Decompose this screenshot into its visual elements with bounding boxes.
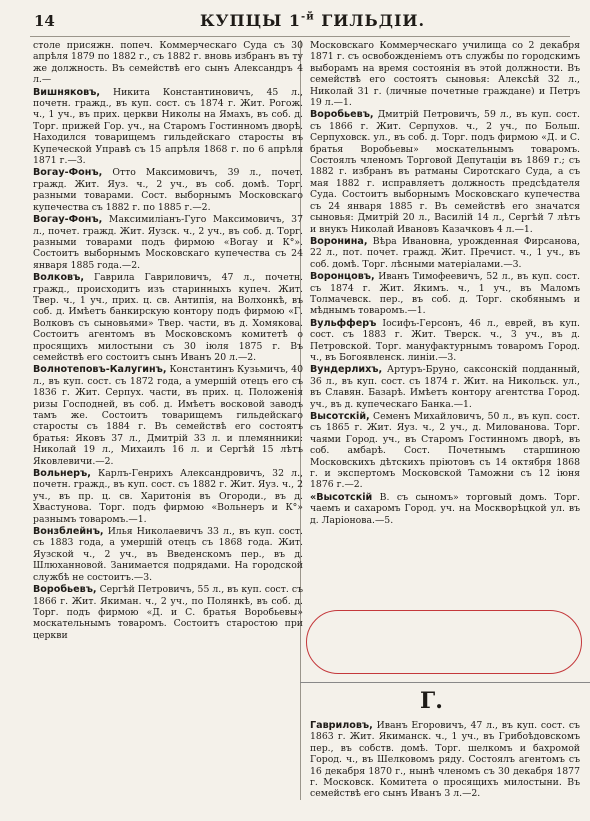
page-number: 14 bbox=[34, 12, 55, 30]
page-title: КУПЦЫ $1^{-й}$ ГИЛЬДІИ. bbox=[200, 11, 426, 30]
entry-text: Дмитрій Петровичъ, 59 л., въ куп. сост. съ 1866 г. Жит. Серпухов. ч., 2 уч., по Больш. Серпуховск. ул., въ соб. д. Торг. подъ фирмою «Д. и С. братья Воробьевы» москательнымъ товаромъ. Состоялъ членомъ Торговой Депутаціи въ 1869 г.; съ 1882 г. избранъ въ ратманы Сиротскаго Суда, а съ мая 1882 г. исправляетъ должность предсѣдателя Суда. Состоитъ выборнымъ Московскаго купечества съ 24 января 1885 г. Въ семействѣ его значатся сыновья: Дмитрій 20 л., Василій 14 л., Сергѣй 7 лѣтъ и внукъ Николай Ивановъ Казачковъ 4 л.—1. bbox=[310, 109, 580, 235]
directory-entry bbox=[310, 411, 580, 491]
entry-text: Отто Максимовичъ, 39 л., почет. гражд. Жит. Яуз. ч., 2 уч., въ соб. домѣ. Торг. разными товарами. Сост. выборнымъ Московскаго купечества съ 1882 г. по 1885 г.—2. bbox=[33, 167, 303, 213]
entry-text: Артуръ-Бруно, саксонскій подданный, 36 л., въ куп. сост. съ 1874 г. Жит. на Никольск. ул., въ Славян. Базарѣ. Имѣетъ контору агентства Город. уч., въ д. купеческаго Банка.—1. bbox=[310, 364, 580, 410]
directory-entry bbox=[310, 236, 580, 270]
entry-surname: Воробьевъ, bbox=[33, 584, 97, 596]
directory-entry bbox=[310, 109, 580, 234]
entry-text: В. съ сыномъ» торговый домъ. Торг. чаемъ и сахаромъ Город. уч. на Москворѣцкой ул. въ д. Ларіонова.—5. bbox=[310, 491, 580, 526]
right-column bbox=[310, 40, 580, 527]
directory-entry bbox=[310, 318, 580, 364]
directory-entry bbox=[310, 40, 580, 108]
entry-text: Вѣра Ивановна, урожденная Фирсанова, 22 л., пот. почет. гражд. Жит. Пречист. ч., 1 уч., въ соб. домѣ. Торг. лѣсными матеріалами.—3. bbox=[310, 235, 580, 270]
entry-surname: Воронина, bbox=[310, 235, 368, 247]
directory-entry bbox=[33, 272, 303, 363]
entry-surname: Вульфферъ bbox=[310, 317, 377, 329]
entry-text: Московскаго Коммерческаго училища со 2 декабря 1871 г. съ освобожденіемъ отъ службы по городскимъ выборамъ на время состоянія въ этой должности. Въ семействѣ его состоятъ сыновья: Алексѣй 32 л., Николай 31 г. (личные почетные граждане) и Петръ 19 л.—1. bbox=[310, 40, 580, 109]
directory-entry bbox=[33, 526, 303, 583]
directory-entry bbox=[310, 364, 580, 410]
entry-text: Константинъ Кузьмичъ, 40 л., въ куп. сост. съ 1872 года, а умершій отецъ его съ 1836 г. Жит. Серпух. части, въ прих. ц. Положенія ризы Господней, въ соб. д. Имѣетъ восковой заводъ тамъ же. Состоитъ товарищемъ гильдейскаго старосты съ 1884 г. Въ семействѣ его состоятъ братья: Яковъ 37 л., Дмитрій 33 л. и племянники: Николай 19 л., Михаилъ 16 л. и Сергѣй 15 лѣтъ Яковлевичи.—2. bbox=[33, 364, 303, 467]
entry-surname: Высотскій, bbox=[310, 411, 370, 422]
directory-entry bbox=[33, 214, 303, 271]
entry-text: Сергѣй Петровичъ, 55 л., въ куп. сост. съ 1866 г. Жит. Якиман. ч., 2 уч., по Полянкѣ, въ соб. д. Торг. подъ фирмою «Д. и С. братья Воробьевы» москательнымъ товаромъ. Состоитъ старостою при церкви bbox=[33, 584, 303, 641]
directory-entry bbox=[310, 271, 580, 317]
entry-surname: Волнотеповъ-Калугинъ, bbox=[33, 364, 167, 376]
entry-text: Карлъ-Генрихъ Александровичъ, 32 л., почетн. гражд., въ куп. сост. съ 1882 г. Жит. Яуз. ч., 2 уч., въ пр. ц. св. Харитонія въ Огороди., въ д. Хвастунова. Торг. подъ фирмою «Вольнеръ и К°» разнымъ товаромъ.—1. bbox=[33, 468, 303, 525]
directory-entry bbox=[310, 492, 580, 526]
section-letter: Г. bbox=[420, 688, 443, 714]
entry-surname: Воронцовъ, bbox=[310, 271, 375, 283]
highlight-oval bbox=[306, 610, 582, 674]
section-rule bbox=[300, 682, 590, 683]
entry-text: столе присяжн. попеч. Коммерческаго Суда съ 30 апрѣля 1879 по 1882 г., съ 1882 г. вновь избранъ въ ту же должность. Въ семействѣ его сынъ Александръ 4 л.— bbox=[33, 40, 303, 86]
entry-surname: «Высотскій bbox=[310, 491, 373, 503]
entry-text: Семенъ Михайловичъ, 50 л., въ куп. сост. съ 1865 г. Жит. Яуз. ч., 2 уч., д. Милованова. Торг. чаями Город. уч., въ Старомъ Гостинномъ дворѣ, въ соб. амбарѣ. Сост. Почетнымъ старшиною Московскихъ дѣтскихъ пріютовъ съ 14 октября 1868 г. и экспертомъ Московской Таможни съ 12 іюня 1876 г.—2. bbox=[310, 411, 580, 491]
directory-entry bbox=[310, 720, 580, 800]
entry-surname: Вишняковъ, bbox=[33, 86, 101, 98]
entry-text: Гаврила Гавриловичъ, 47 л., почетн. гражд., происходитъ изъ старинныхъ купеч. Жит. Твер. ч., 1 уч., прих. ц. св. Антипія, на Волхонкѣ, въ соб. д. Имѣетъ банкирскую контору подъ фирмою «Г. Волковъ съ сыновьями» Твер. части, въ д. Хомякова. Состоитъ агентомъ въ Московскомъ комитетѣ о просящихъ милостыни съ 30 іюля 1875 г. Въ семействѣ его состоитъ сынъ Иванъ 20 л.—2. bbox=[33, 272, 303, 363]
entry-text: Максимиліанъ-Гуго Максимовичъ, 37 л., почет. гражд. Жит. Яузск. ч., 2 уч., въ соб. д. Торг. разными товарами подъ фирмою «Вогау и К°». Состоитъ выборнымъ Московскаго купечества съ 24 января 1885 года.—2. bbox=[33, 214, 303, 271]
entry-surname: Вундерлихъ, bbox=[310, 364, 383, 376]
entry-surname: Воробьевъ, bbox=[310, 109, 374, 121]
entry-text: Никита Константиновичъ, 45 л., почетн. гражд., въ куп. сост. съ 1874 г. Жит. Рогож. ч., 1 уч., въ прих. церкви Николы на Ямахъ, въ соб. д. Торг. прижей Гор. уч., на Старомъ Гостинномъ дворѣ. Находился товарищемъ гильдейскаго старосты въ Купеческой Управѣ съ 15 апрѣля 1868 г. по 6 апрѣля 1871 г.—3. bbox=[33, 86, 303, 167]
entry-surname: Вогау-Фонъ, bbox=[33, 214, 103, 226]
entry-surname: Гавриловъ, bbox=[310, 720, 373, 731]
entry-surname: Вонзблейнъ, bbox=[33, 526, 104, 538]
right-column-g bbox=[310, 720, 580, 801]
entry-text: Илья Николаевичъ 33 л., въ куп. сост. съ 1883 года, а умершій отецъ съ 1868 года. Жит. Яузской ч., 2 уч., въ Введенскомъ пер., въ д. Шлюханновой. Занимается подрядами. На городской службѣ не состоитъ.—3. bbox=[33, 526, 303, 583]
entry-surname: Волковъ, bbox=[33, 272, 84, 284]
entry-surname: Вогау-Фонъ, bbox=[33, 167, 103, 179]
directory-entry bbox=[33, 40, 303, 86]
header-rule bbox=[30, 36, 570, 37]
entry-text: Іосифъ-Герсонъ, 46 л., еврей, въ куп. сост. съ 1883 г. Жит. Тверск. ч., 3 уч., въ д. Петровской. Торг. мануфактурнымъ товаромъ Город. ч., въ Богоявленск. линіи.—3. bbox=[310, 317, 580, 363]
entry-text: Иванъ Тимофеевичъ, 52 л., въ куп. сост. съ 1874 г. Жит. Якимъ. ч., 1 уч., въ Маломъ Толмачевск. пер., въ соб. д. Торг. скобянымъ и мѣднымъ товаромъ.—1. bbox=[310, 271, 580, 317]
directory-entry bbox=[33, 167, 303, 213]
directory-entry bbox=[33, 468, 303, 525]
left-column bbox=[33, 40, 303, 642]
directory-entry bbox=[33, 584, 303, 641]
entry-text: Иванъ Егоровичъ, 47 л., въ куп. сост. съ 1863 г. Жит. Якиманск. ч., 1 уч., въ Грибоѣдовскомъ пер., въ собств. домѣ. Торг. шелкомъ и бахромой Город. ч., въ Шелковомъ ряду. Состоялъ агентомъ съ 16 декабря 1870 г., нынѣ членомъ съ 30 декабря 1877 г. Московск. Комитета о просящихъ милостыни. Въ семействѣ его сынъ Иванъ 3 л.—2. bbox=[310, 720, 580, 800]
page-header bbox=[0, 6, 590, 36]
entry-surname: Вольнеръ, bbox=[33, 468, 91, 480]
directory-entry bbox=[33, 364, 303, 467]
directory-entry bbox=[33, 87, 303, 167]
